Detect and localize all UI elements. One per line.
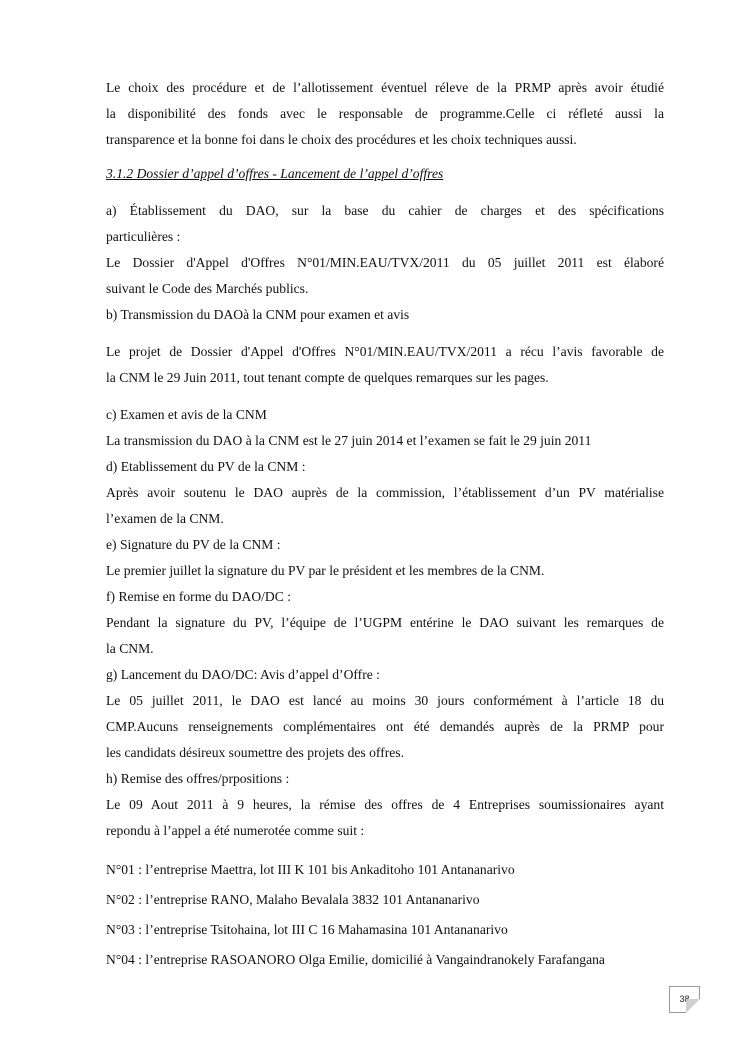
paragraph-intro xyxy=(106,75,664,153)
step-g-body: Le 05 juillet 2011, le DAO est lancé au moins 30 jours conformément à l’article 18 du xyxy=(106,693,664,708)
step-f-body: Pendant la signature du PV, l’équipe de l’UGPM entérine le DAO suivant les remarques de xyxy=(106,615,664,630)
step-a xyxy=(106,198,664,328)
step-d-title: d) Etablissement du PV de la CNM : xyxy=(106,459,306,474)
steps-c-to-h xyxy=(106,402,664,844)
step-c-title: c) Examen et avis de la CNM xyxy=(106,407,267,422)
step-b-title: b) Transmission du DAOà la CNM pour examen et avis xyxy=(106,307,410,322)
step-a-title-cont: particulières : xyxy=(106,229,181,244)
step-a-body-cont: suivant le Code des Marchés publics. xyxy=(106,281,309,296)
list-item: N°04 : l’entreprise RASOANORO Olga Emilie, domicilié à Vangaindranokely Farafangana xyxy=(106,952,605,967)
step-a-title: a) Établissement du DAO, sur la base du cahier de charges et des spécifications xyxy=(106,203,664,218)
step-d-body-cont: l’examen de la CNM. xyxy=(106,511,224,526)
step-c-body: La transmission du DAO à la CNM est le 27 juin 2014 et l’examen se fait le 29 juin 2011 xyxy=(106,433,592,448)
step-h-body: Le 09 Aout 2011 à 9 heures, la rémise des offres de 4 Entreprises soumissionaires ayant xyxy=(106,797,664,812)
text-line: Le choix des procédure et de l’allotissement éventuel réleve de la PRMP après avoir étudié xyxy=(106,80,664,95)
step-a-body: Le Dossier d'Appel d'Offres N°01/MIN.EAU/TVX/2011 du 05 juillet 2011 est élaboré xyxy=(106,255,664,270)
step-g-body-cont: CMP.Aucuns renseignements complémentaires ont été demandés auprès de la PRMP pour xyxy=(106,719,664,734)
step-h-title: h) Remise des offres/prpositions : xyxy=(106,771,290,786)
step-f-body-cont: la CNM. xyxy=(106,641,154,656)
step-g-title: g) Lancement du DAO/DC: Avis d’appel d’Offre : xyxy=(106,667,380,682)
list-item: N°03 : l’entreprise Tsitohaina, lot III C 16 Mahamasina 101 Antananarivo xyxy=(106,922,508,937)
text-line: Le projet de Dossier d'Appel d'Offres N°01/MIN.EAU/TVX/2011 a récu l’avis favorable de xyxy=(106,344,664,359)
section-heading-block xyxy=(106,161,664,187)
step-e-body: Le premier juillet la signature du PV par le président et les membres de la CNM. xyxy=(106,563,545,578)
list-item: N°01 : l’entreprise Maettra, lot III K 101 bis Ankaditoho 101 Antananarivo xyxy=(106,862,515,877)
bidders-list xyxy=(106,855,664,975)
text-line: transparence et la bonne foi dans le choix des procédures et les choix techniques aussi. xyxy=(106,132,577,147)
step-b-body xyxy=(106,339,664,391)
step-d-body: Après avoir soutenu le DAO auprès de la commission, l’établissement d’un PV matérialise xyxy=(106,485,664,500)
page-number: 38 xyxy=(669,986,700,1013)
list-item: N°02 : l’entreprise RANO, Malaho Bevalala 3832 101 Antananarivo xyxy=(106,892,480,907)
step-f-title: f) Remise en forme du DAO/DC : xyxy=(106,589,291,604)
step-h-body-cont: repondu à l’appel a été numerotée comme suit : xyxy=(106,823,365,838)
text-line: la disponibilité des fonds avec le responsable de programme.Celle ci réfleté aussi la xyxy=(106,106,664,121)
section-heading: 3.1.2 Dossier d’appel d’offres - Lancement de l’appel d’offres xyxy=(106,166,444,181)
text-line: la CNM le 29 Juin 2011, tout tenant compte de quelques remarques sur les pages. xyxy=(106,370,549,385)
step-e-title: e) Signature du PV de la CNM : xyxy=(106,537,281,552)
document-body xyxy=(106,75,664,975)
step-g-body-end: les candidats désireux soumettre des projets des offres. xyxy=(106,745,404,760)
